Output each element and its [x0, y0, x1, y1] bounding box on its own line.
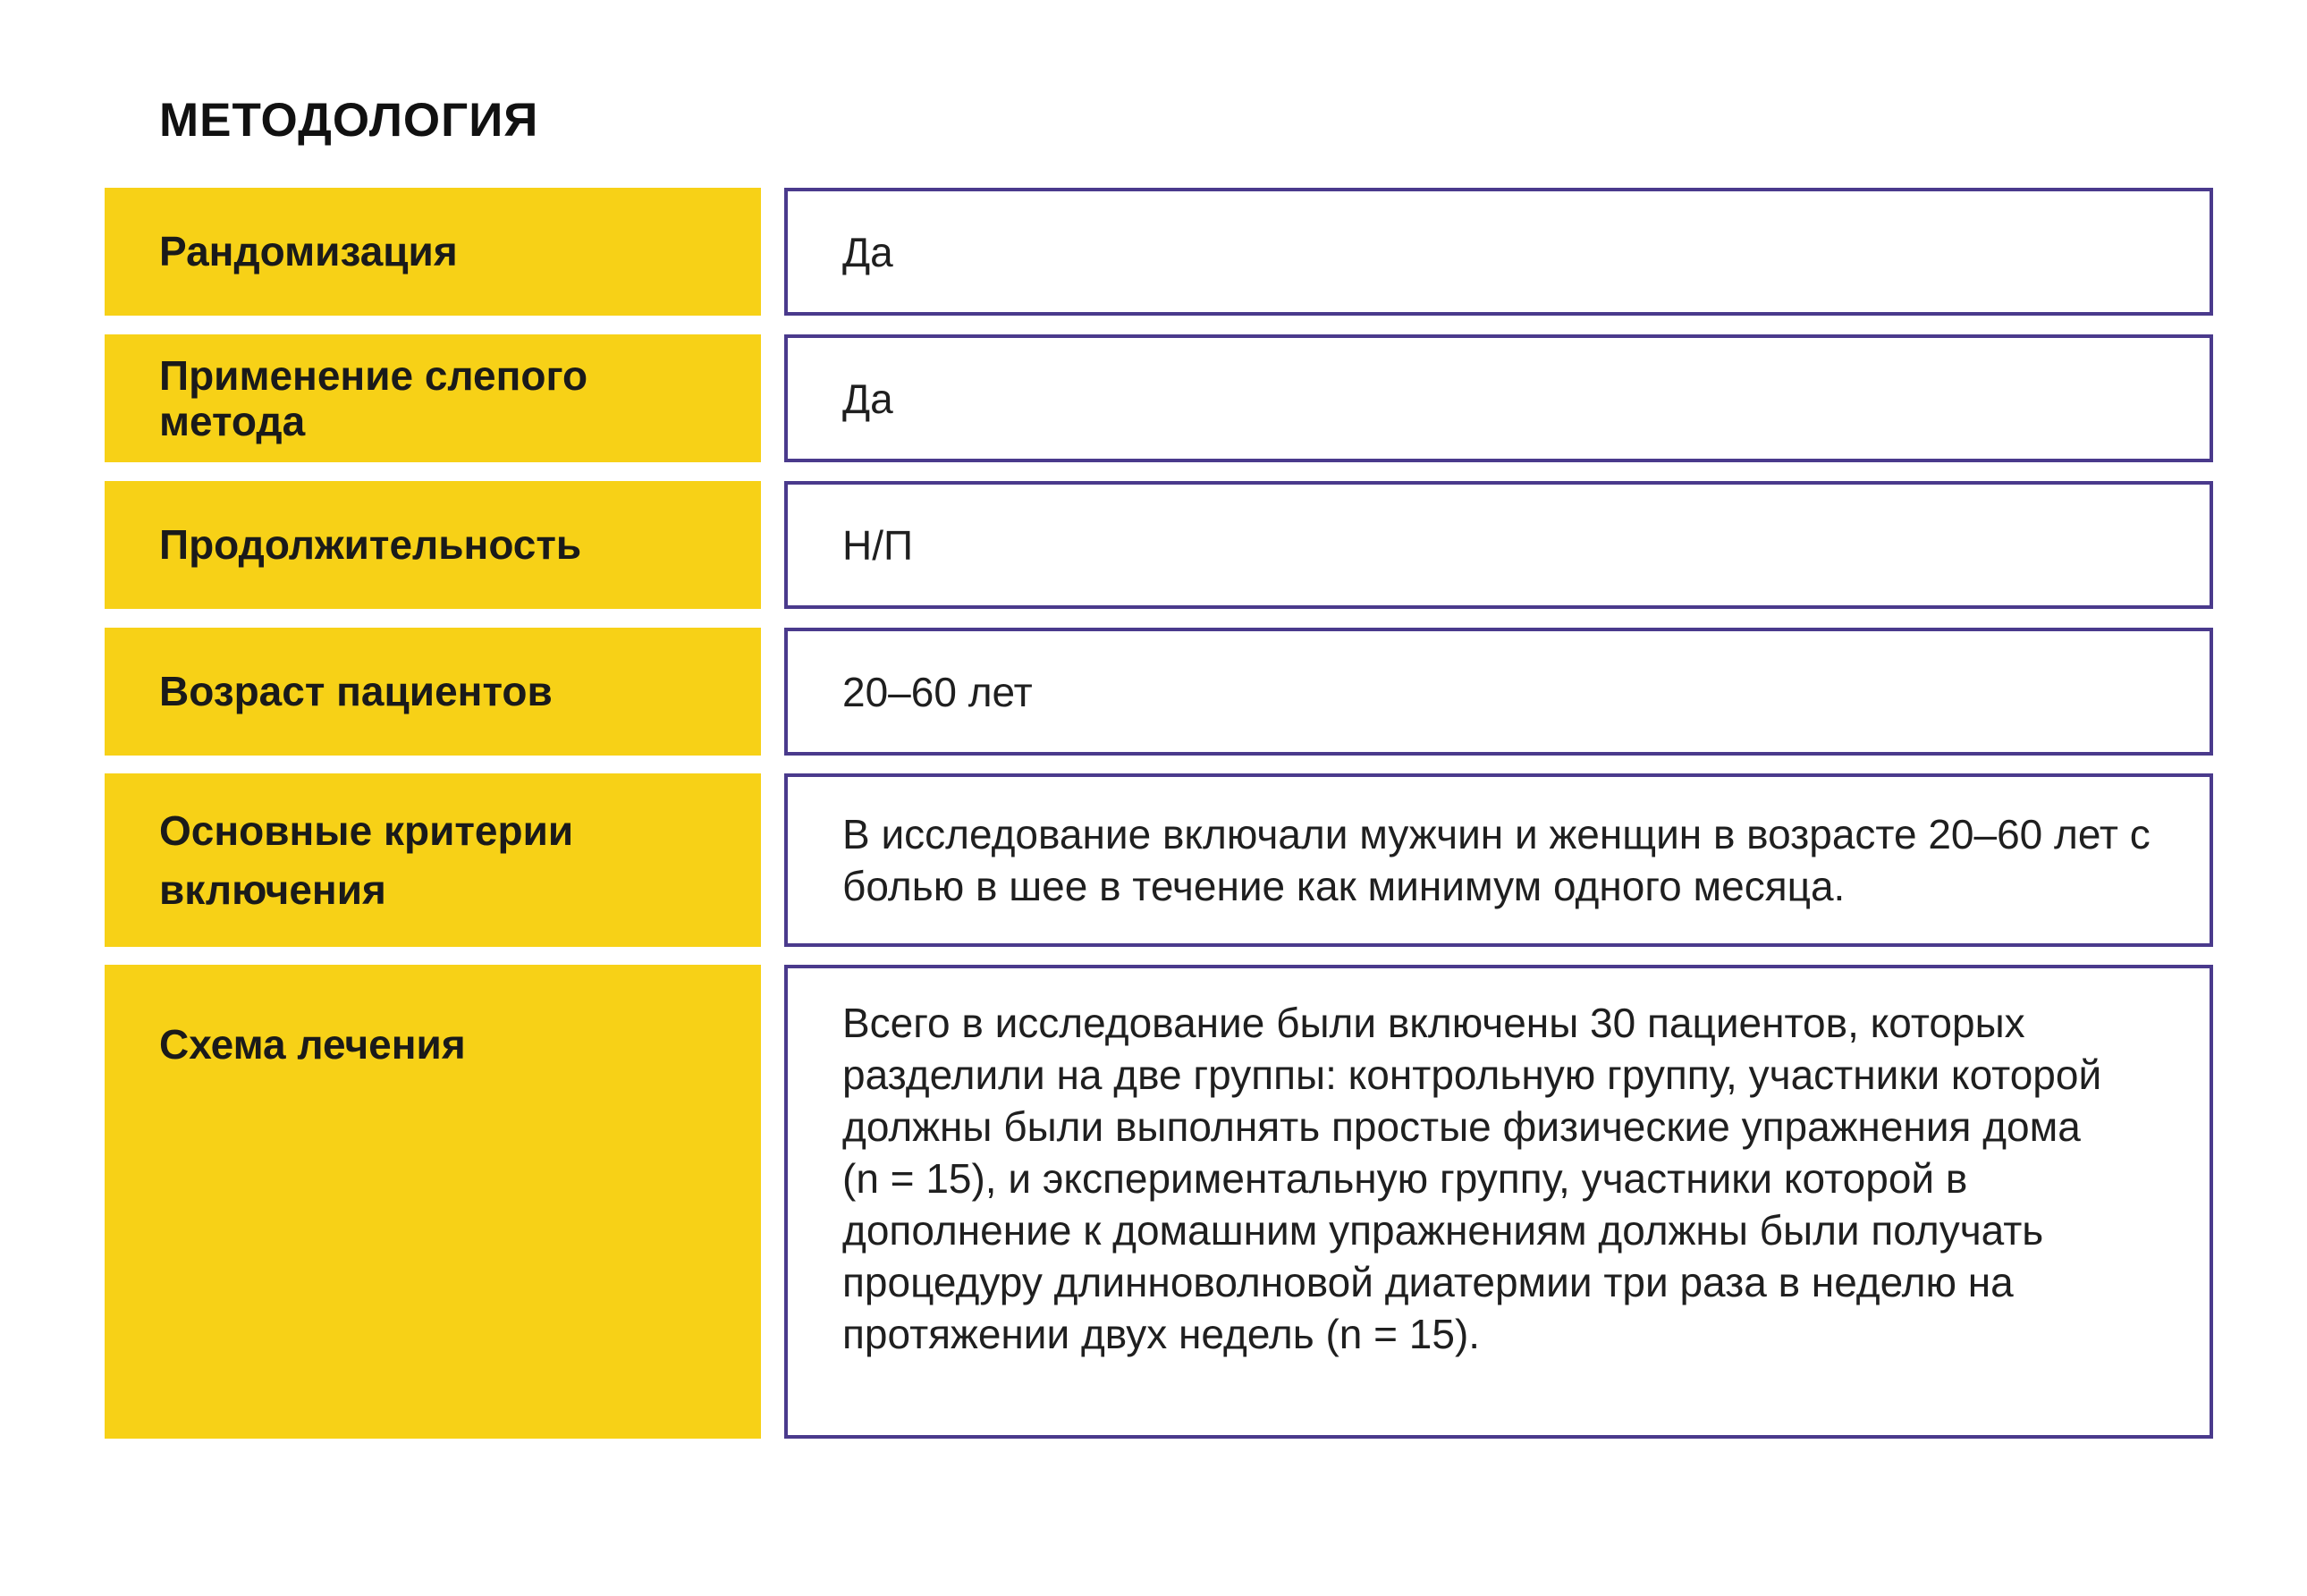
row-label-cell [105, 628, 761, 756]
row-label-cell [105, 481, 761, 609]
row-label: Возраст пациентов [159, 668, 553, 714]
page-title: МЕТОДОЛОГИЯ [159, 94, 539, 147]
row-value-cell [784, 773, 2213, 947]
row-value-cell [784, 628, 2213, 756]
row-value: Н/П [842, 521, 914, 569]
row-value: Всего в исследование были включены 30 пациентов, которых разделили на две группы: контрольную группу, участники которой должны были выполнять простые физические упражнения дома (n = 15), и экспериментальную группу, участники которой в дополнение к домашним упражнениям должны были получать процедуру длинноволновой диатермии три раза в неделю на протяжении двух недель (n = 15). [842, 1000, 2102, 1357]
row-label: Рандомизация [159, 228, 458, 274]
row-label-cell [105, 773, 761, 947]
row-label: Применение слепого метода [159, 351, 588, 444]
row-value: В исследование включали мужчин и женщин в возрасте 20–60 лет с болью в шее в течение как минимум одного месяца. [842, 811, 2151, 909]
row-label-cell [105, 965, 761, 1439]
row-label-cell [105, 334, 761, 462]
methodology-row-duration [105, 481, 2213, 609]
methodology-row-randomization [105, 188, 2213, 316]
row-value: Да [842, 375, 893, 422]
row-label: Схема лечения [159, 1021, 466, 1068]
methodology-row-blinding [105, 334, 2213, 462]
methodology-row-treatment-scheme [105, 965, 2213, 1439]
row-label: Основные критерии включения [159, 807, 574, 913]
row-value-cell [784, 481, 2213, 609]
methodology-row-patient-age [105, 628, 2213, 756]
row-label-cell [105, 188, 761, 316]
row-value: Да [842, 228, 893, 275]
row-value-cell [784, 334, 2213, 462]
row-value: 20–60 лет [842, 668, 1033, 715]
row-value-cell [784, 965, 2213, 1439]
row-value-cell [784, 188, 2213, 316]
row-label: Продолжительность [159, 521, 582, 568]
methodology-row-inclusion-criteria [105, 773, 2213, 947]
